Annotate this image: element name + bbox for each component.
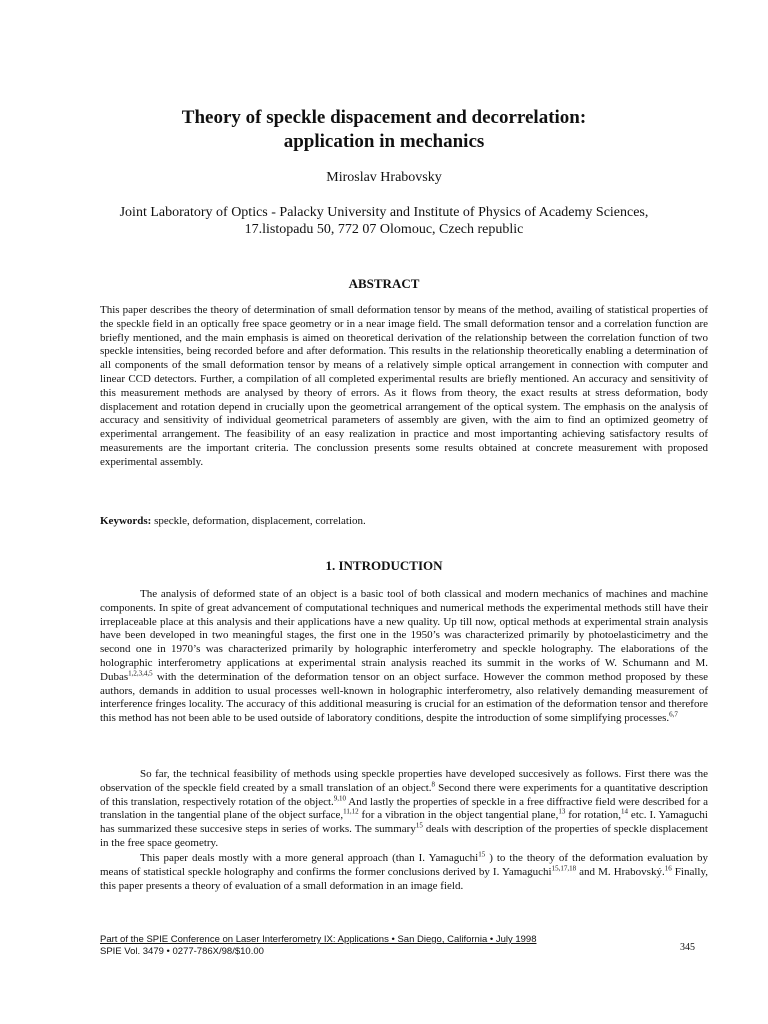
page-number: 345 bbox=[680, 942, 695, 953]
citation-superscript: 11,12 bbox=[343, 807, 359, 816]
paper-title-line-2: application in mechanics bbox=[283, 131, 485, 152]
paper-title-line-1: Theory of speckle dispacement and decorrelation: bbox=[181, 107, 587, 128]
affiliation bbox=[0, 204, 768, 238]
p1-text-a: The analysis of deformed state of an object is a basic tool of both classical and modern mechanics of machines and machine components. In spite of great advancement of computational techniques and numerical methods the experimental methods still have their irreplaceable place at this analysis and their applications have a new quality. Up till now, optical methods at experimental strain analysis have been developed in two meaningful stages, the first one in the 1950’s was characterized primarily by photoelasticimetry and the second one in 1970’s was characterized primarily by holographic interferometry and speckle holography. The elaborations of the holographic interferometry applications at experimental strain analysis reached its summit in the works of W. Schumann and M. Dubas bbox=[100, 588, 708, 683]
author-name: Miroslav Hrabovsky bbox=[326, 170, 442, 185]
section-heading-introduction: 1. INTRODUCTION bbox=[325, 558, 443, 573]
p1-text-b: with the determination of the deformation tensor on an object surface. However the common method proposed by these authors, demands in addition to usual processes well-known in holographic interferometry, also relatively demanding measurement of interference fringes locality. The accuracy of this additional measuring is crucial for an estimation of the deformation tensor and therefore this method has not been able to be used outside of laboratory conditions, despite the introduction of some simplifying processes. bbox=[100, 670, 708, 725]
p3-text-c: and M. Hrabovský. bbox=[576, 865, 665, 878]
intro-paragraph-1 bbox=[100, 588, 708, 726]
affiliation-line-1: Joint Laboratory of Optics - Palacky University and Institute of Physics of Academy Sciences, bbox=[119, 205, 649, 220]
p3-text-d: Finally, this paper presents a theory of evaluation of a small deformation in an image field. bbox=[100, 865, 708, 892]
p2-text-b: Second there were experiments for a quantitative description of this translation, respectively rotation of the object. bbox=[100, 781, 708, 808]
citation-superscript: 8 bbox=[431, 780, 436, 789]
citation-superscript: 15 bbox=[415, 821, 423, 830]
conference-footer-line-1: Part of the SPIE Conference on Laser Interferometry IX: Applications • San Diego, California • July 1998 bbox=[100, 934, 537, 945]
keywords-label: Keywords: bbox=[100, 515, 152, 527]
citation-superscript: 6,7 bbox=[669, 710, 678, 719]
p2-text-g: deals with description of the properties of speckle displacement in the free space geometry. bbox=[100, 823, 708, 849]
citation-superscript: 9,10 bbox=[333, 793, 347, 802]
conference-footer-line-2: SPIE Vol. 3479 • 0277-786X/98/$10.00 bbox=[100, 946, 264, 957]
p2-text-a: So far, the technical feasibility of methods using speckle properties have developed succesively as follows. First there was the observation of the speckle field created by a small translation of an object. bbox=[100, 768, 708, 794]
citation-superscript: 16 bbox=[664, 864, 672, 873]
p2-text-c: And lastly the properties of speckle in a free diffractive field were described for a translation in the tangential plane of the object surface, bbox=[100, 795, 708, 822]
p2-text-d: for a vibration in the object tangential plane, bbox=[358, 809, 559, 822]
citation-superscript: 1,2,3,4,5 bbox=[128, 669, 153, 678]
abstract-text: This paper describes the theory of determination of small deformation tensor by means of the method, availing of statistical properties of the speckle field in an optically free space geometry or in a near image field. The small deformation tensor and a correlation function are briefly mentioned, and the main emphasis is aimed on theoretical derivation of the relationship between the correlation function of two speckle intensities, being recorded before and after deformation. This results in the relationship theoretically enabling a determination of all components of the small deformation tensor by means of a relatively simple optical arrangement in connection with computer and linear CCD detectors. Further, a compilation of all completed experimental results are briefly mentioned. An accuracy and sensitivity of this measurement methods are analysed by theory of errors. As it flows from theory, the exact results at stress deformation, body displacement and rotation depend in crucially upon the geometrical arrangement of the optical system. The emphasis on the analysis of accuracy and sensitivity of individual geometrical parameters of assembly are given, with the aim to find an optimized geometry of experimental arrangement. The feasibility of an easy realization in practice and most importanting achieving satisfactory results of measurements are the important criteria. The conclussion presents some results obtained at concrete measurement with proposed experimental assembly. bbox=[100, 304, 708, 468]
p3-text-a: This paper deals mostly with a more general approach (than I. Yamaguchi bbox=[140, 852, 479, 864]
intro-paragraph-3 bbox=[100, 852, 708, 893]
citation-superscript: 14 bbox=[621, 807, 628, 816]
p3-text-b: ) to the theory of the deformation evaluation by means of statistical speckle holography and confirms the former conclusions derived by I. Yamaguchi bbox=[100, 852, 709, 878]
p2-text-f: etc. I. Yamaguchi has summarized these succesive steps in series of works. The summary bbox=[100, 809, 708, 836]
keywords-line bbox=[100, 515, 708, 529]
citation-superscript: 13 bbox=[558, 807, 566, 816]
citation-superscript: 15 bbox=[478, 850, 486, 859]
intro-paragraph-2 bbox=[100, 768, 708, 851]
abstract-heading: ABSTRACT bbox=[348, 276, 420, 291]
keywords-text: speckle, deformation, displacement, correlation. bbox=[154, 515, 366, 527]
affiliation-line-2: 17.listopadu 50, 772 07 Olomouc, Czech republic bbox=[244, 222, 524, 237]
citation-superscript: 15,17,18 bbox=[551, 864, 577, 873]
p2-text-e: for rotation, bbox=[565, 809, 621, 822]
conference-footer bbox=[100, 934, 537, 958]
